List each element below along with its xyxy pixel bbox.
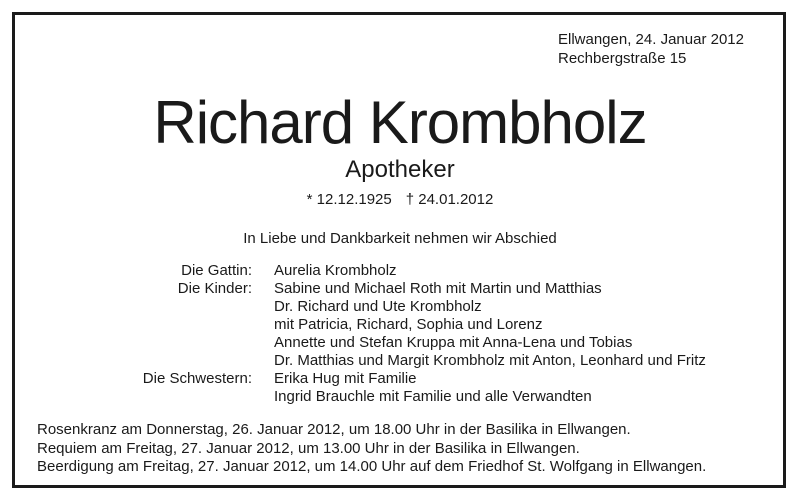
sisters-label: Die Schwestern: [142,370,252,387]
deceased-name: Richard Krombholz [153,89,647,156]
child-line: Sabine und Michael Roth mit Martin und Matthias [274,280,602,297]
farewell-text: In Liebe und Dankbarkeit nehmen wir Abschied [243,230,557,247]
spouse-name: Aurelia Krombholz [274,262,397,279]
sister-line: Erika Hug mit Familie [274,370,417,387]
service-rosary: Rosenkranz am Donnerstag, 26. Januar 2012, um 18.00 Uhr in der Basilika in Ellwangen. [37,421,631,438]
sister-line: Ingrid Brauchle mit Familie und alle Verwandten [274,388,592,405]
street-address: Rechbergstraße 15 [558,50,687,67]
profession: Apotheker [345,156,455,183]
death-date: † 24.01.2012 [405,191,494,208]
notice-border [12,12,786,488]
spouse-label: Die Gattin: [181,262,252,279]
birth-date: * 12.12.1925 [306,191,392,208]
service-burial: Beerdigung am Freitag, 27. Januar 2012, um 14.00 Uhr auf dem Friedhof St. Wolfgang in Ellwangen. [37,458,707,475]
service-requiem: Requiem am Freitag, 27. Januar 2012, um 13.00 Uhr in der Basilika in Ellwangen. [37,440,580,457]
children-label: Die Kinder: [177,280,252,297]
child-line: Dr. Richard und Ute Krombholz [274,298,482,315]
child-line: Annette und Stefan Kruppa mit Anna-Lena und Tobias [274,334,633,351]
child-line: mit Patricia, Richard, Sophia und Lorenz [274,316,543,333]
place-date: Ellwangen, 24. Januar 2012 [558,31,744,48]
child-line: Dr. Matthias und Margit Krombholz mit Anton, Leonhard und Fritz [274,352,706,369]
life-dates [0,191,800,208]
